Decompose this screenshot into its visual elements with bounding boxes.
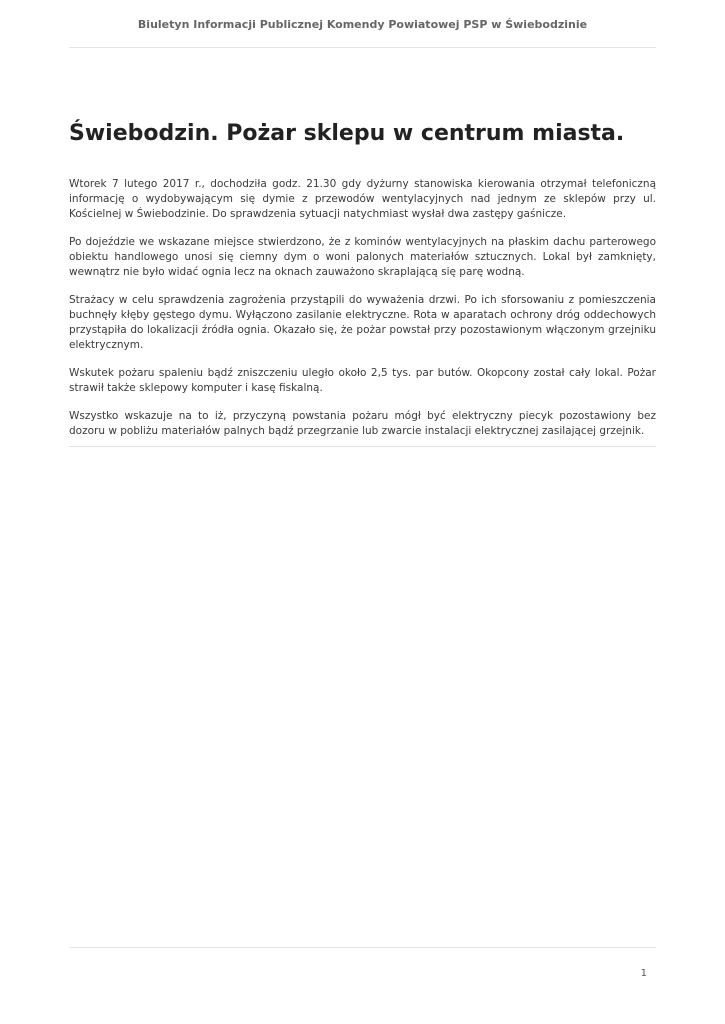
header-title: Biuletyn Informacji Publicznej Komendy Powiatowej PSP w Świebodzinie bbox=[137, 18, 588, 31]
article-paragraph: Wskutek pożaru spaleniu bądź zniszczeniu uległo około 2,5 tys. par butów. Okopcony został cały lokal. Pożar strawił także sklepowy komputer i kasę fiskalną. bbox=[69, 367, 656, 394]
article-paragraph: Po dojeździe we wskazane miejsce stwierdzono, że z kominów wentylacyjnych na płaskim dachu parterowego obiektu handlowego unosi się ciemny dym o woni palonych materiałów sztucznych. Lokal był zamknięty, wewnątrz nie było widać ognia lecz na oknach zauważono skraplającą się parę wodną. bbox=[69, 236, 656, 278]
article-paragraph: Wtorek 7 lutego 2017 r., dochodziła godz. 21.30 gdy dyżurny stanowiska kierowania otrzymał telefoniczną informację o wydobywającym się dymie z przewodów wentylacyjnych nad jednym ze sklepów przy ul. Kościelnej w Świebodzinie. Do sprawdzenia sytuacji natychmiast wysłał dwa zastępy gaśnicze. bbox=[69, 178, 656, 220]
article-paragraph: Wszystko wskazuje na to iż, przyczyną powstania pożaru mógł być elektryczny piecyk pozostawiony bez dozoru w pobliżu materiałów palnych bądź przegrzanie lub zwarcie instalacji elektrycznej zasilającej grzejnik. bbox=[69, 410, 656, 437]
header-divider bbox=[69, 47, 656, 48]
content-divider bbox=[69, 446, 656, 447]
article-body bbox=[69, 177, 656, 452]
article-title: Świebodzin. Pożar sklepu w centrum miasta. bbox=[69, 121, 625, 146]
footer-divider bbox=[69, 947, 656, 948]
article-paragraph: Strażacy w celu sprawdzenia zagrożenia przystąpili do wyważenia drzwi. Po ich sforsowaniu z pomieszczenia buchnęły kłęby gęstego dymu. Wyłączono zasilanie elektryczne. Rota w aparatach ochrony dróg oddechowych przystąpiła do lokalizacji źródła ognia. Okazało się, że pożar powstał przy pozostawionym włączonym grzejniku elektrycznym. bbox=[69, 294, 656, 351]
page-number: 1 bbox=[640, 968, 647, 979]
